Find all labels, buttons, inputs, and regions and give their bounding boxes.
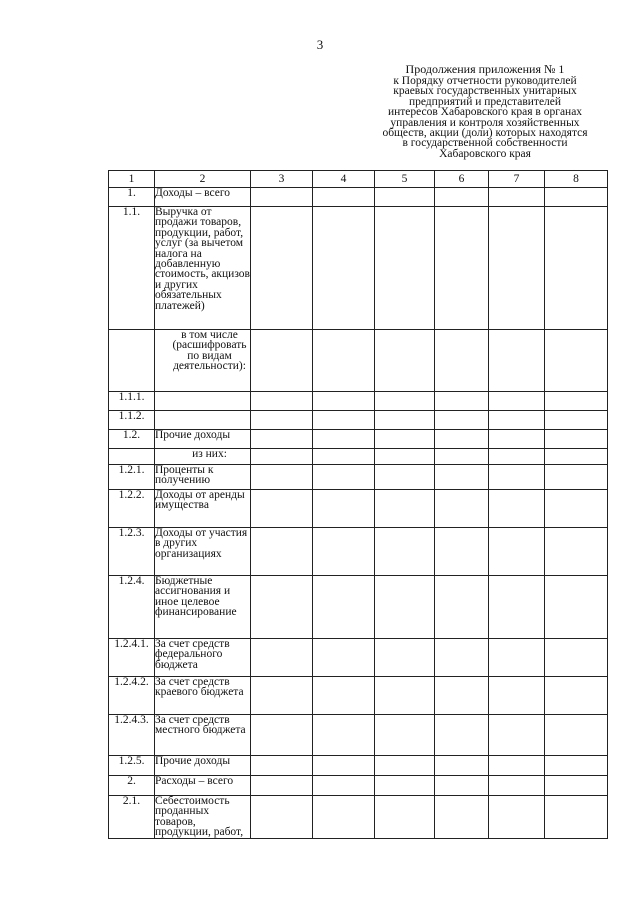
value-cell (489, 465, 545, 490)
value-cell (435, 715, 489, 756)
value-cell (251, 715, 313, 756)
value-cell (435, 528, 489, 576)
value-cell (251, 639, 313, 677)
value-cell (375, 449, 435, 465)
row-label: Прочие доходы (155, 756, 251, 776)
row-number: 1.2.1. (109, 465, 155, 490)
table-row (109, 639, 608, 677)
value-cell (313, 639, 375, 677)
row-number: 1.1.1. (109, 392, 155, 411)
value-cell (489, 796, 545, 839)
row-number: 1. (109, 188, 155, 207)
row-number: 1.2.4.3. (109, 715, 155, 756)
row-number (109, 330, 155, 392)
value-cell (545, 715, 608, 756)
value-cell (375, 776, 435, 796)
value-cell (375, 188, 435, 207)
value-cell (251, 576, 313, 639)
appendix-line: предприятий и представителей (408, 95, 562, 108)
row-number: 1.2.4.2. (109, 677, 155, 715)
table-row (109, 756, 608, 776)
row-label: Выручка от продажи товаров, продукции, работ, услуг (за вычетом налога на добавленную стоимость, акцизов и других обязательных платежей) (155, 207, 251, 330)
appendix-line: управления и контроля хозяйственных (390, 116, 580, 129)
page-number: 3 (316, 37, 324, 52)
value-cell (313, 576, 375, 639)
value-cell (489, 756, 545, 776)
value-cell (545, 576, 608, 639)
value-cell (313, 677, 375, 715)
value-cell (313, 392, 375, 411)
value-cell (545, 392, 608, 411)
value-cell (375, 639, 435, 677)
value-cell (375, 411, 435, 430)
row-number: 1.2. (109, 430, 155, 449)
value-cell (313, 330, 375, 392)
value-cell (251, 392, 313, 411)
column-header: 3 (251, 171, 313, 188)
table-row (109, 449, 608, 465)
value-cell (251, 465, 313, 490)
value-cell (545, 639, 608, 677)
value-cell (251, 430, 313, 449)
value-cell (375, 430, 435, 449)
value-cell (313, 207, 375, 330)
value-cell (251, 756, 313, 776)
value-cell (313, 756, 375, 776)
table-row (109, 430, 608, 449)
value-cell (251, 776, 313, 796)
row-label: из них: (155, 449, 251, 465)
value-cell (545, 490, 608, 528)
appendix-line: Хабаровского края (439, 147, 531, 160)
value-cell (435, 576, 489, 639)
value-cell (489, 639, 545, 677)
value-cell (251, 207, 313, 330)
value-cell (313, 449, 375, 465)
row-label (155, 411, 251, 430)
value-cell (251, 796, 313, 839)
value-cell (435, 639, 489, 677)
value-cell (489, 430, 545, 449)
value-cell (375, 465, 435, 490)
value-cell (545, 449, 608, 465)
table-row (109, 796, 608, 839)
row-number: 2. (109, 776, 155, 796)
value-cell (251, 449, 313, 465)
value-cell (489, 576, 545, 639)
table-row (109, 411, 608, 430)
value-cell (251, 188, 313, 207)
value-cell (313, 411, 375, 430)
value-cell (435, 449, 489, 465)
value-cell (251, 528, 313, 576)
appendix-line: в государственной собственности (402, 137, 568, 150)
row-number: 1.1. (109, 207, 155, 330)
column-header-row (109, 171, 608, 188)
value-cell (489, 411, 545, 430)
value-cell (251, 490, 313, 528)
value-cell (375, 528, 435, 576)
row-number: 2.1. (109, 796, 155, 839)
value-cell (435, 756, 489, 776)
table-row (109, 776, 608, 796)
value-cell (545, 207, 608, 330)
appendix-line: к Порядку отчетности руководителей (393, 75, 577, 87)
value-cell (313, 465, 375, 490)
appendix-line: обществ, акции (доли) которых находятся (382, 127, 588, 140)
value-cell (489, 715, 545, 756)
value-cell (375, 677, 435, 715)
appendix-title: Продолжения приложения № 1 (405, 62, 565, 76)
table-row (109, 188, 608, 207)
value-cell (489, 776, 545, 796)
table-row (109, 392, 608, 411)
column-header: 1 (109, 171, 155, 188)
appendix-line: краевых государственных унитарных (393, 85, 577, 98)
value-cell (545, 756, 608, 776)
table-row (109, 677, 608, 715)
value-cell (375, 392, 435, 411)
row-label: Прочие доходы (155, 430, 251, 449)
value-cell (435, 776, 489, 796)
value-cell (435, 411, 489, 430)
value-cell (435, 207, 489, 330)
value-cell (313, 188, 375, 207)
value-cell (251, 411, 313, 430)
value-cell (489, 207, 545, 330)
row-label: Бюджетные ассигнования и иное целевое финансирование (155, 576, 251, 639)
row-label: Расходы – всего (155, 776, 251, 796)
value-cell (313, 430, 375, 449)
value-cell (313, 776, 375, 796)
table-row (109, 490, 608, 528)
value-cell (375, 715, 435, 756)
value-cell (251, 677, 313, 715)
row-label: Проценты к получению (155, 465, 251, 490)
value-cell (313, 528, 375, 576)
value-cell (313, 490, 375, 528)
row-number: 1.2.4. (109, 576, 155, 639)
appendix-line: интересов Хабаровского края в органах (387, 106, 583, 119)
value-cell (489, 188, 545, 207)
row-number: 1.2.2. (109, 490, 155, 528)
table-row (109, 207, 608, 330)
value-cell (435, 677, 489, 715)
value-cell (375, 576, 435, 639)
value-cell (545, 528, 608, 576)
column-header: 5 (375, 171, 435, 188)
row-label: За счет средств местного бюджета (155, 715, 251, 756)
row-number: 1.1.2. (109, 411, 155, 430)
column-header: 7 (489, 171, 545, 188)
value-cell (545, 796, 608, 839)
value-cell (435, 430, 489, 449)
value-cell (545, 677, 608, 715)
value-cell (489, 330, 545, 392)
row-label: Доходы от аренды имущества (155, 490, 251, 528)
value-cell (375, 756, 435, 776)
value-cell (375, 207, 435, 330)
table-row (109, 715, 608, 756)
column-header: 2 (155, 171, 251, 188)
report-table (108, 170, 608, 839)
row-label: Себестоимость проданных товаров, продукции, работ, (155, 796, 251, 839)
value-cell (489, 528, 545, 576)
row-label: За счет средств краевого бюджета (155, 677, 251, 715)
value-cell (435, 330, 489, 392)
table-row (109, 465, 608, 490)
table-row (109, 576, 608, 639)
column-header: 6 (435, 171, 489, 188)
value-cell (375, 796, 435, 839)
value-cell (489, 392, 545, 411)
value-cell (435, 465, 489, 490)
table-row (109, 330, 608, 392)
value-cell (375, 490, 435, 528)
value-cell (435, 490, 489, 528)
value-cell (489, 677, 545, 715)
value-cell (545, 776, 608, 796)
column-header: 4 (313, 171, 375, 188)
value-cell (313, 796, 375, 839)
value-cell (545, 411, 608, 430)
row-number: 1.2.4.1. (109, 639, 155, 677)
row-number (109, 449, 155, 465)
value-cell (313, 715, 375, 756)
value-cell (545, 430, 608, 449)
row-number: 1.2.5. (109, 756, 155, 776)
value-cell (435, 796, 489, 839)
value-cell (251, 330, 313, 392)
value-cell (435, 392, 489, 411)
value-cell (545, 465, 608, 490)
row-label: Доходы от участия в других организациях (155, 528, 251, 576)
column-header: 8 (545, 171, 608, 188)
row-number: 1.2.3. (109, 528, 155, 576)
row-label: в том числе (расшифровать по видам деятельности): (155, 330, 251, 392)
row-label (155, 392, 251, 411)
value-cell (435, 188, 489, 207)
value-cell (545, 188, 608, 207)
row-label: За счет средств федерального бюджета (155, 639, 251, 677)
value-cell (375, 330, 435, 392)
appendix-header (350, 63, 620, 159)
value-cell (545, 330, 608, 392)
table-row (109, 528, 608, 576)
value-cell (489, 490, 545, 528)
row-label: Доходы – всего (155, 188, 251, 207)
value-cell (489, 449, 545, 465)
